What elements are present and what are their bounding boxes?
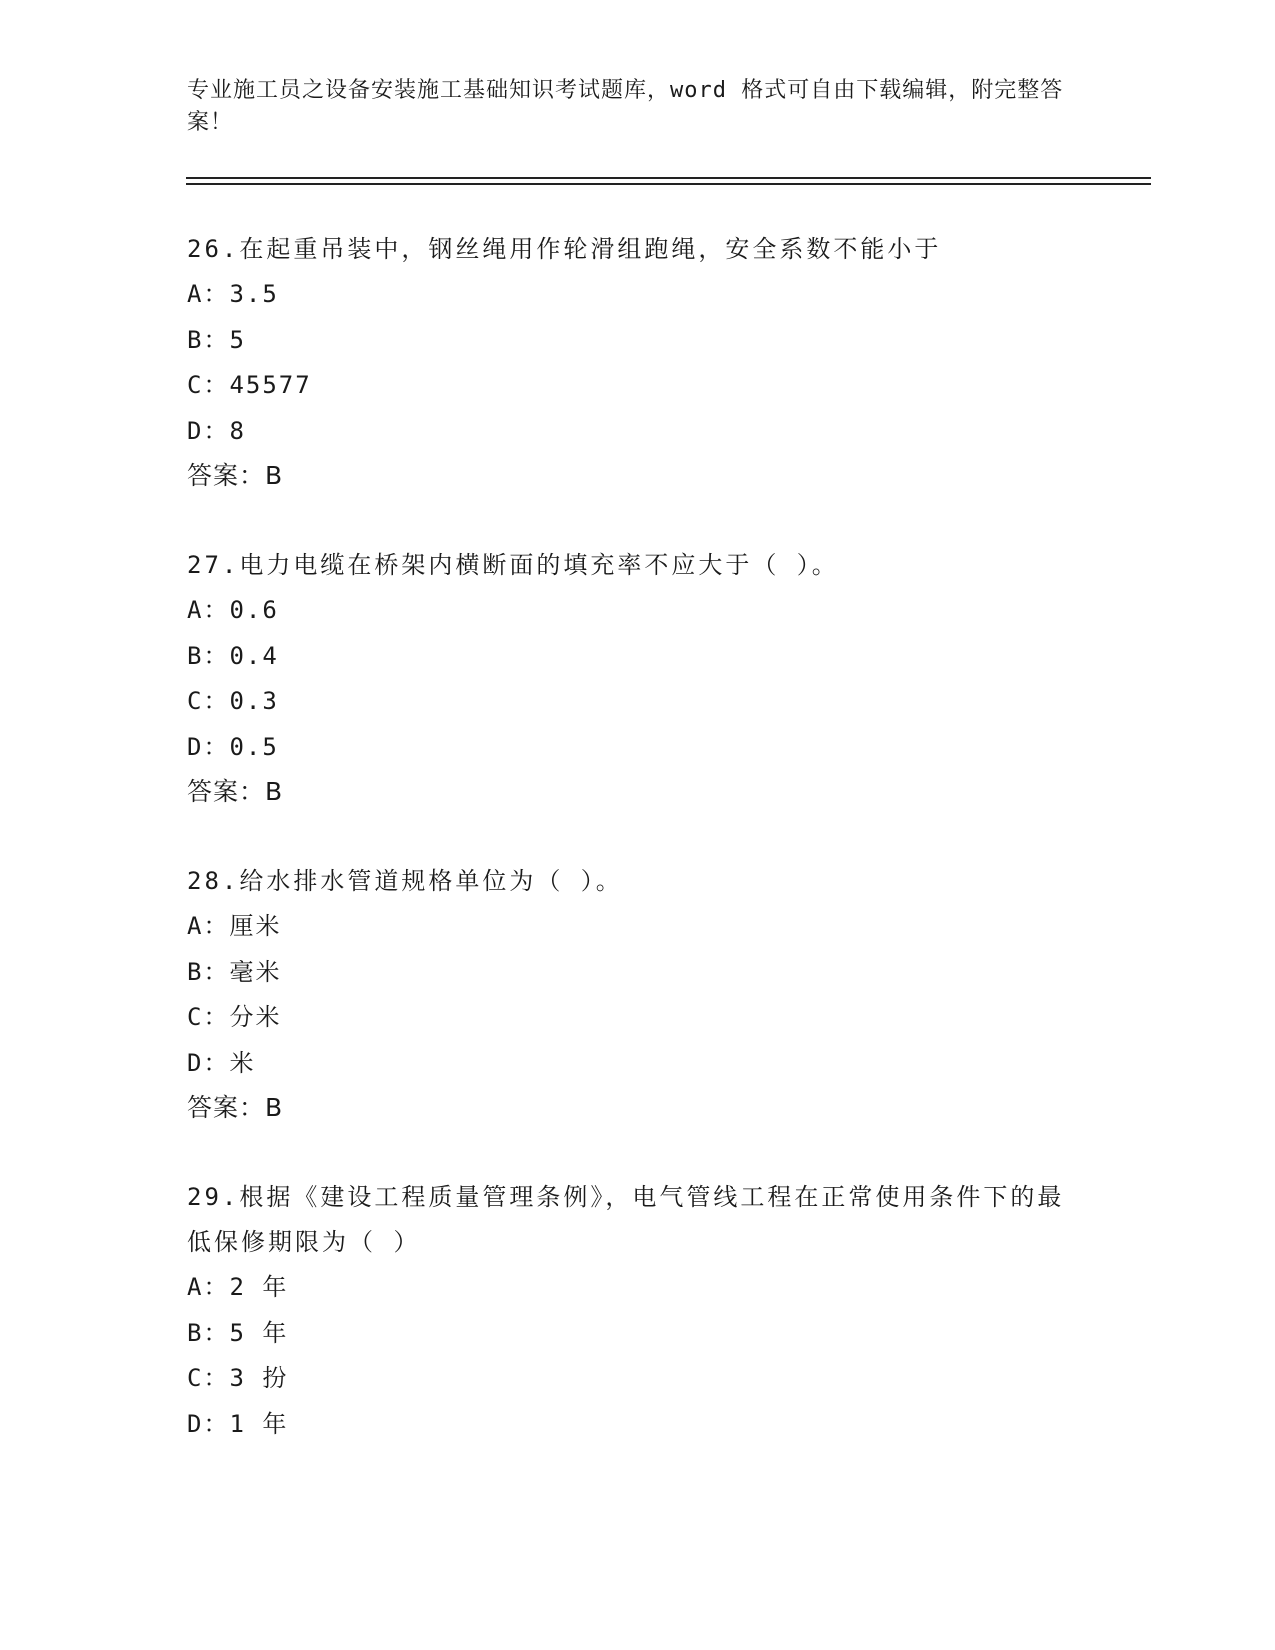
option-c xyxy=(187,363,1087,409)
option-value: 45577 xyxy=(229,371,312,399)
option-label: B： xyxy=(187,1318,230,1347)
option-value: 8 xyxy=(229,416,246,445)
option-c xyxy=(187,995,1087,1041)
question-title: 27.电力电缆在桥架内横断面的填充率不应大于（ ）。 xyxy=(187,551,839,579)
question-26 xyxy=(187,227,1087,498)
option-value: 0.3 xyxy=(229,687,279,715)
option-c xyxy=(187,679,1087,725)
option-value: 厘米 xyxy=(229,912,282,940)
option-value: 0.6 xyxy=(229,596,279,624)
option-value: 2 年 xyxy=(229,1273,289,1301)
option-label: A： xyxy=(187,1273,230,1301)
option-label: D： xyxy=(187,416,230,445)
option-value: 5 xyxy=(229,325,246,354)
answer: 答案：B xyxy=(187,777,284,806)
option-d xyxy=(187,1402,1087,1448)
option-label: D： xyxy=(187,1048,230,1077)
option-label: C： xyxy=(187,687,230,715)
option-label: A： xyxy=(187,912,230,940)
option-a xyxy=(187,1265,1087,1311)
option-label: A： xyxy=(187,280,230,308)
option-b xyxy=(187,634,1087,680)
option-a xyxy=(187,588,1087,634)
header-divider-top xyxy=(186,177,1151,179)
option-label: C： xyxy=(187,371,230,399)
question-28 xyxy=(187,859,1087,1130)
question-title: 26.在起重吊装中，钢丝绳用作轮滑组跑绳，安全系数不能小于 xyxy=(187,235,942,263)
option-label: A： xyxy=(187,596,230,624)
option-value: 米 xyxy=(229,1048,256,1077)
document-header: 专业施工员之设备安装施工基础知识考试题库，word 格式可自由下载编辑，附完整答案！ xyxy=(187,78,1064,135)
answer: 答案：B xyxy=(187,1093,284,1122)
option-d xyxy=(187,725,1087,771)
option-label: B： xyxy=(187,325,230,354)
option-label: C： xyxy=(187,1364,230,1392)
option-d xyxy=(187,409,1087,455)
answer: 答案：B xyxy=(187,461,284,490)
option-label: D： xyxy=(187,1409,230,1438)
header-divider-bottom xyxy=(186,183,1151,185)
option-value: 0.4 xyxy=(229,641,279,670)
option-c xyxy=(187,1356,1087,1402)
option-value: 3 扮 xyxy=(229,1364,289,1392)
option-label: B： xyxy=(187,957,230,986)
option-value: 分米 xyxy=(229,1003,282,1031)
option-value: 3.5 xyxy=(229,280,279,308)
question-title: 28.给水排水管道规格单位为（ ）。 xyxy=(187,867,623,895)
option-a xyxy=(187,904,1087,950)
option-d xyxy=(187,1041,1087,1087)
option-value: 1 年 xyxy=(229,1409,289,1438)
option-value: 0.5 xyxy=(229,732,279,761)
option-value: 毫米 xyxy=(229,957,282,986)
question-29 xyxy=(187,1175,1087,1447)
option-b xyxy=(187,1311,1087,1357)
option-value: 5 年 xyxy=(229,1318,289,1347)
question-title: 29.根据《建设工程质量管理条例》，电气管线工程在正常使用条件下的最低保修期限为（ ） xyxy=(187,1183,1065,1256)
option-b xyxy=(187,318,1087,364)
option-a xyxy=(187,272,1087,318)
option-label: D： xyxy=(187,732,230,761)
option-label: B： xyxy=(187,641,230,670)
option-label: C： xyxy=(187,1003,230,1031)
option-b xyxy=(187,950,1087,996)
question-27 xyxy=(187,543,1087,814)
